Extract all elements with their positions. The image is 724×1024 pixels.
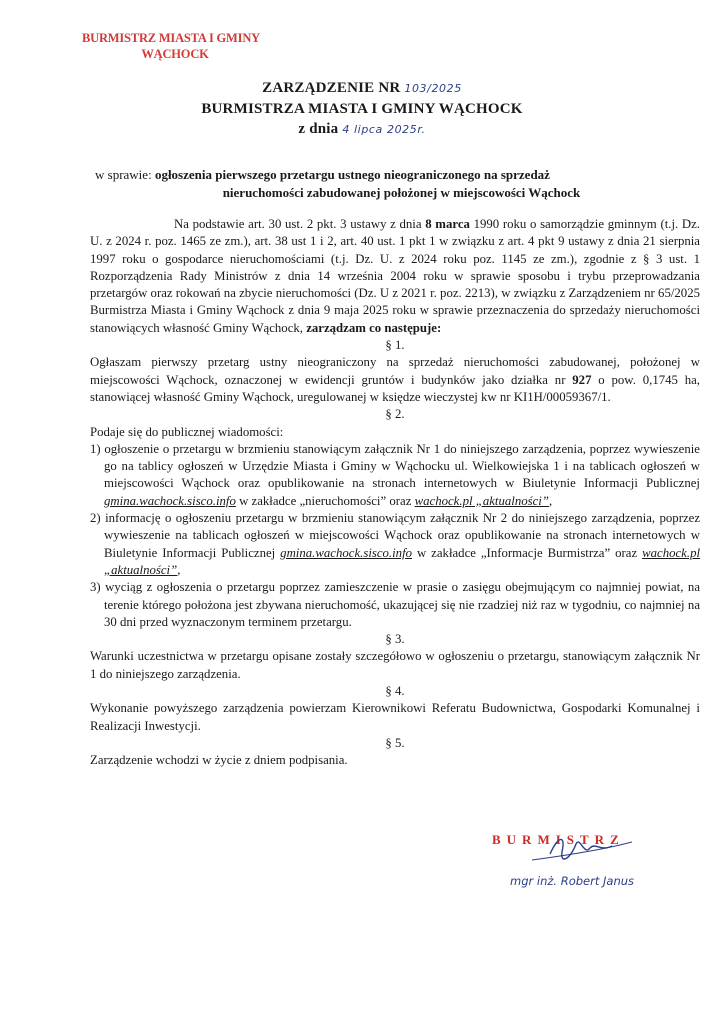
bip-link[interactable]: gmina.wachock.sisco.info [280, 545, 413, 560]
list-item [90, 441, 700, 510]
list-item [90, 510, 700, 579]
handwritten-signature [492, 830, 652, 900]
date-prefix: z dnia [298, 121, 339, 137]
bip-link[interactable]: gmina.wachock.sisco.info [104, 493, 236, 508]
title-prefix: ZARZĄDZENIE NR [262, 80, 401, 96]
section-4-text: Wykonanie powyższego zarządzenia powierzam Kierownikowi Referatu Budownictwa, Gospodarki Komunalnej i Realizacji Inwestycji. [90, 701, 700, 733]
item-2-punct: , [177, 562, 181, 577]
signatory-name: mgr inż. Robert Janus [510, 874, 635, 888]
section-3-heading: § 3. [385, 632, 405, 647]
subject-line-2: nieruchomości zabudowanej położonej w miejscowości Wąchock [222, 185, 581, 200]
document-body [90, 216, 700, 770]
section-2-intro: Podaje się do publicznej wiadomości: [90, 424, 284, 439]
preamble-decree-bold: zarządzam co następuje: [306, 320, 442, 335]
parcel-number: 927 [572, 372, 592, 387]
subject-line-1: ogłoszenia pierwszego przetargu ustnego nieograniczonego na sprzedaż [154, 167, 550, 182]
item-1-text-a: 1) ogłoszenie o przetargu w brzmieniu stanowiącym załącznik Nr 1 do niniejszego zarządzenia, poprzez wywieszenie go na tablicy ogłoszeń w Urzędzie Miasta i Gminy w Wąchocku ul. Wielkowiejska 1 i na tablicach ogłoszeń w miejscowości Wąchock oraz opublikowanie na stronach internetowych w Biuletynie Informacji Publicznej [90, 441, 700, 491]
date-line [0, 119, 724, 140]
list-item: 3) wyciąg z ogłoszenia o przetargu poprzez zamieszczenie w prasie o zasięgu obejmującym co najmniej powiat, na terenie którego położona jest zbywana nieruchomość, ukazującej się nie rzadziej niż raz w tygodniu, co najmniej na 30 dni przed wyznaczonym terminem przetargu. [90, 580, 700, 629]
section-3-text: Warunki uczestnictwa w przetargu opisane zostały szczegółowo w ogłoszeniu o przetargu, stanowiącym załącznik Nr 1 do niniejszego zarządzenia. [90, 649, 700, 681]
document-header [0, 78, 724, 140]
document-title [0, 78, 724, 99]
section-2-heading: § 2. [385, 407, 405, 422]
preamble-paragraph [90, 216, 700, 337]
publication-list [90, 441, 700, 631]
section-5-heading: § 5. [385, 735, 405, 750]
subject-prefix: w sprawie: [95, 167, 152, 182]
signature-block [492, 830, 652, 900]
official-stamp [82, 30, 260, 62]
item-1-punct: , [548, 493, 553, 508]
section-1-heading: § 1. [385, 338, 405, 353]
stamp-line-2: WĄCHOCK [141, 47, 209, 61]
handwritten-date: 4 lipca 2025r. [342, 123, 426, 136]
wachock-link[interactable]: wachock.pl „aktualności” [414, 493, 549, 508]
item-1-text-b: w zakładce „nieruchomości” oraz [239, 493, 412, 508]
preamble-text-a: Na podstawie art. 30 ust. 2 pkt. 3 ustawy z dnia [174, 217, 422, 231]
section-1-text [90, 354, 700, 406]
stamp-line-1: BURMISTRZ MIASTA I GMINY [82, 31, 260, 45]
section-4-heading: § 4. [385, 684, 405, 699]
preamble-date-bold: 8 marca [425, 217, 470, 231]
section-5-text: Zarządzenie wchodzi w życie z dniem podpisania. [90, 753, 348, 768]
section-1-text-b: o pow. 0,1745 ha, stanowiącej własność Gminy Wąchock, uregulowanej w księdze wieczystej kw nr KI1H/00059367/1. [90, 372, 701, 404]
subject-block [95, 166, 700, 202]
signature-title: BURMISTRZ [492, 832, 625, 847]
issuer-line: BURMISTRZA MIASTA I GMINY WĄCHOCK [201, 101, 523, 117]
wachock-link[interactable]: wachock.pl „aktualności” [104, 545, 701, 577]
item-2-text-b: w zakładce „Informacje Burmistrza” oraz [417, 545, 638, 560]
section-1-text-a: Ogłaszam pierwszy przetarg ustny nieograniczony na sprzedaż nieruchomości zabudowanej, położonej w miejscowości Wąchock, oznaczonej w ewidencji gruntów i budynków jako działka nr [90, 355, 700, 387]
preamble-text-c: 1990 roku o samorządzie gminnym (t.j. Dz. U. z 2024 r. poz. 1465 ze zm.), art. 38 ust 1 i 2, art. 40 ust. 1 pkt 1 w związku z art. 4 pkt 9 ustawy z dnia 21 sierpnia 1997 roku o gospodarce nieruchomościami (t.j. Dz. U. z 2024 roku poz. 1145 ze zm.), zgodnie z § 3 ust. 1 Rozporządzenia Rady Ministrów z dnia 14 września 2004 roku w sprawie sposobu i trybu przeprowadzania przetargów oraz rokowań na zbycie nieruchomości (Dz. U z 2021 r. poz. 2213), w związku z Zarządzeniem nr 65/2025 Burmistrza Miasta i Gminy Wąchock z dnia 9 maja 2025 roku w sprawie przeznaczenia do sprzedaży nieruchomości stanowiących własność Gminy Wąchock, [90, 217, 701, 335]
handwritten-number: 103/2025 [404, 82, 462, 95]
item-2-text-a: 2) informację o ogłoszeniu przetargu w brzmieniu stanowiącym załącznik Nr 2 do niniejszego zarządzenia, poprzez wywieszenie na tablicach ogłoszeń w miejscowości Wąchock oraz opublikowanie na stronach internetowych w Biuletynie Informacji Publicznej [90, 511, 700, 560]
